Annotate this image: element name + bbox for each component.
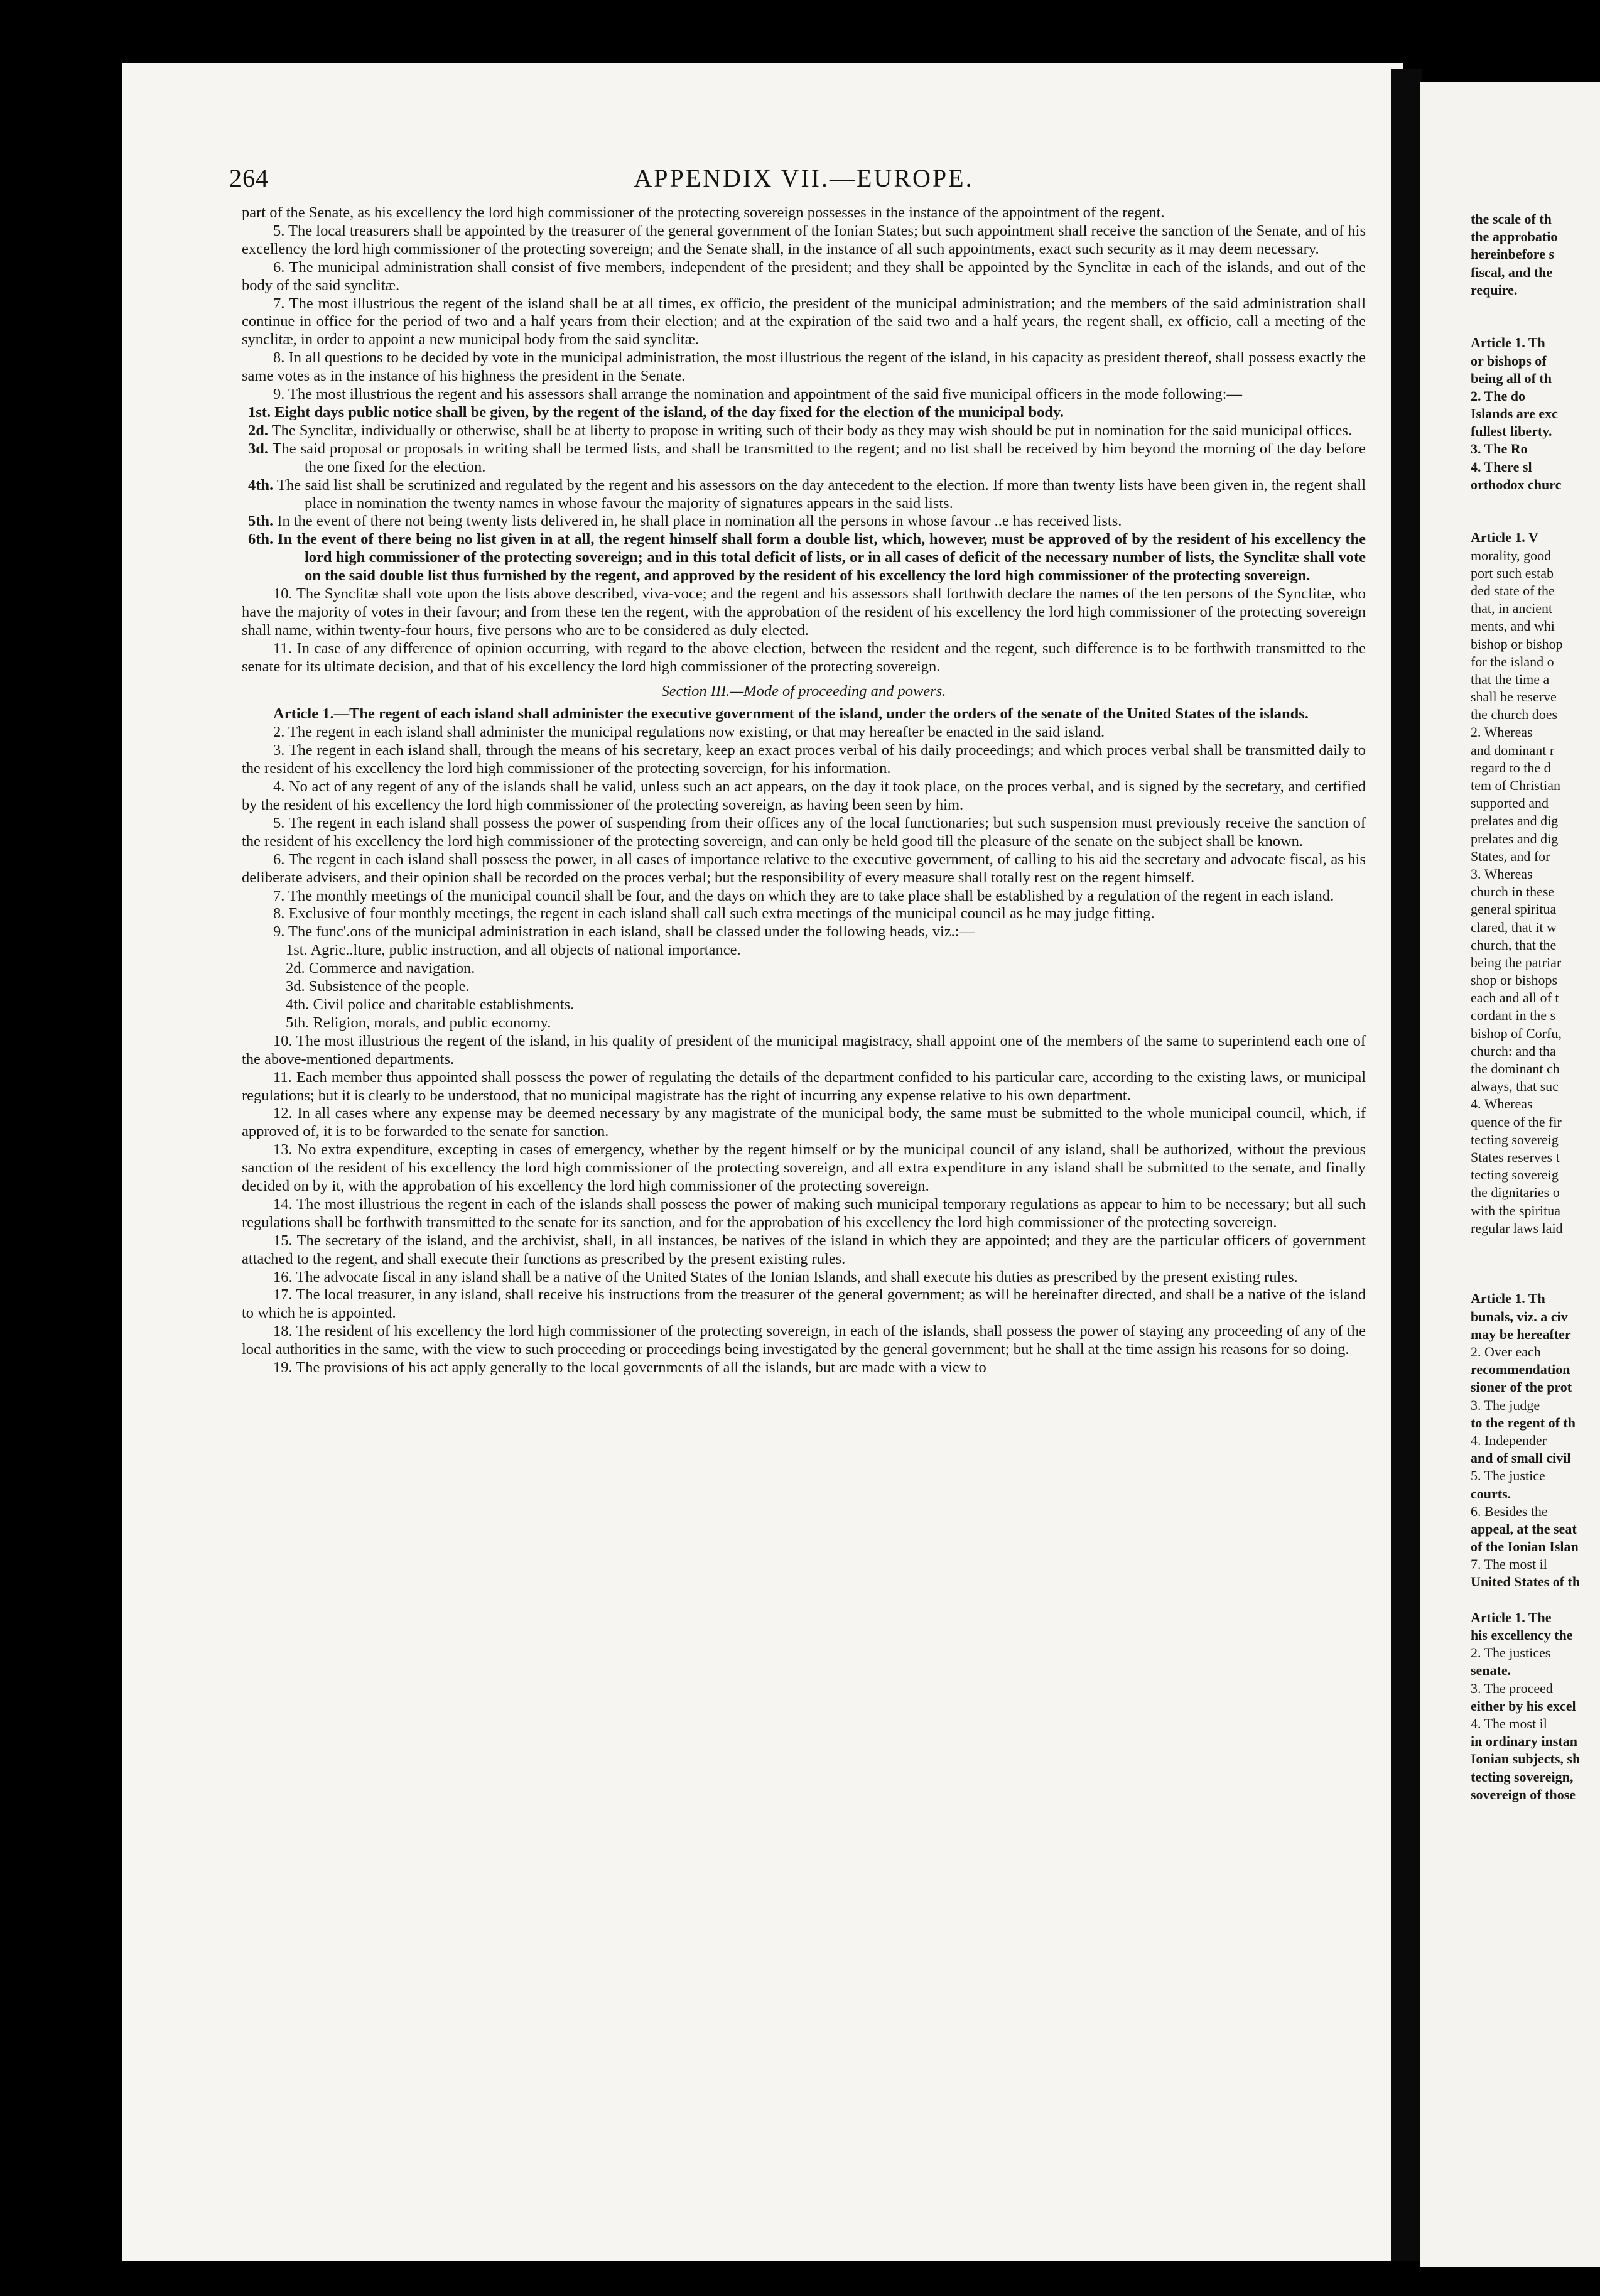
right-page-line: that the time a [1471, 671, 1550, 687]
right-page-line [1471, 299, 1600, 317]
right-page-line [1471, 1255, 1600, 1272]
right-page-line: tecting sovereign, [1471, 1768, 1574, 1785]
list-item [242, 477, 1366, 513]
right-page-line: recommendation [1471, 1362, 1570, 1378]
item-text: The said proposal or proposals in writing shall be termed lists, and shall be transmitted to the regent; and no list shall be received by him beyond the morning of the day before the one fixed for the election. [272, 440, 1366, 475]
item-text: The Synclitæ, individually or otherwise, shall be at liberty to propose in writing such of their body as they may wish should be put in nomination for the said municipal offices. [271, 421, 1353, 439]
right-page-line: Ionian subjects, sh [1471, 1751, 1581, 1767]
right-page-line: Article 1. V [1471, 529, 1538, 546]
item-text: In the event of there being no list given in at all, the regent himself shall form a double list, which, however, must be approved of by the resident of his excellency the lord high commissioner of the protecting sovereign; and in this total deficit of lists, or in all cases of deficit of the necessary number of lists, the Synclitæ shall vote on the said double list thus furnished by the regent, and approved by the resident of his excellency the lord high commissioner of the protecting sovereign. [278, 531, 1366, 585]
list-item [242, 512, 1366, 531]
head-item: 5th. Religion, morals, and public economy. [286, 1014, 551, 1031]
right-page-line: 3. The Ro [1471, 441, 1528, 457]
right-page-line: either by his excel [1471, 1698, 1576, 1714]
right-page-line: 3. The judge [1471, 1397, 1540, 1413]
right-page-line: 3. The proceed [1471, 1680, 1553, 1696]
right-page-line: 4. There sl [1471, 458, 1532, 475]
item-text: In the event of there not being twenty lists delivered in, he shall place in nomination all the persons in whose favour ..e has received lists. [277, 512, 1122, 530]
page-number: 264 [229, 164, 269, 192]
paragraph: 7. The monthly meetings of the municipal council shall be four, and the days on which they are to take place shall be established by a regulation of the regent in each island. [273, 887, 1334, 904]
right-page-line: tecting sovereig [1471, 1167, 1559, 1183]
right-page-line: regard to the d [1471, 759, 1551, 776]
head-item: 4th. Civil police and charitable establishments. [286, 995, 575, 1013]
paragraph: 19. The provisions of his act apply generally to the local governments of all the islands, but are made with a view to [273, 1359, 986, 1377]
page-gutter [1391, 69, 1422, 2261]
paragraph: 15. The secretary of the island, and the archivist, shall, in all instances, be natives of the island in which they are appointed; and they are the particular officers of government attached to the regent, and shall execute their functions as prescribed by the present existing rules. [242, 1232, 1366, 1267]
paragraph: 13. No extra expenditure, excepting in cases of emergency, whether by the regent himself or by the municipal council of any island, shall be authorized, without the previous sanction of the resident of his excellency the lord high commissioner of the protecting sovereign, and all extra expenditure in any island shall be submitted to the senate, and finally decided on by it, with the approbation of his excellency the lord high commissioner of the protecting sovereign. [242, 1141, 1366, 1195]
right-page-line: the dignitaries o [1471, 1184, 1560, 1201]
paragraph: 12. In all cases where any expense may be deemed necessary by any magistrate of the municipal body, the same must be submitted to the whole municipal council, which, if approved of, it is to be forwarded to the senate for sanction. [242, 1105, 1366, 1140]
paragraph: 17. The local treasurer, in any island, shall receive his instructions from the treasurer of the general government; as will be hereinafter directed, and shall be a native of the island to which he is appointed. [242, 1286, 1366, 1322]
right-page-line [1471, 494, 1600, 511]
running-head: APPENDIX VII.—EUROPE. [634, 164, 974, 192]
right-page-line: in ordinary instan [1471, 1733, 1577, 1750]
right-page-line: church: and tha [1471, 1042, 1556, 1059]
right-page-line: 2. Over each [1471, 1344, 1541, 1360]
right-page-line: church in these [1471, 884, 1555, 900]
paragraph: 8. Exclusive of four monthly meetings, the regent in each island shall call such extra meetings of the municipal council as he may judge fitting. [273, 905, 1155, 923]
right-page-line [1471, 1591, 1600, 1609]
right-page-line: cordant in the s [1471, 1007, 1556, 1024]
right-page-line: the scale of th [1471, 211, 1552, 227]
paragraph: 10. The Synclitæ shall vote upon the lists above described, viva-voce; and the regent and his assessors shall forthwith declare the names of the ten persons of the Synclitæ, who have the majority of votes in their favour; and from these ten the regent, with the approbation of the resident of his excellency the lord high commissioner of the protecting sovereign shall name, within twenty-four hours, five persons who are to be considered as duly elected. [242, 585, 1366, 639]
paragraph: 5. The local treasurers shall be appointed by the treasurer of the general government of the Ionian States; but such appointment shall receive the sanction of the Senate, and of his excellency the lord high commissioner of the protecting sovereign; and the Senate shall, in the instance of all such appointments, exact such security as it may deem necessary. [242, 222, 1366, 257]
right-page-line: 3. Whereas [1471, 865, 1533, 882]
right-page-line: regular laws laid [1471, 1220, 1563, 1236]
right-page-line: Islands are exc [1471, 406, 1558, 422]
item-number: 4th. [248, 476, 274, 494]
right-page-line: church, that the [1471, 936, 1557, 953]
right-page-line: 4. Independer [1471, 1432, 1547, 1448]
paragraph: 8. In all questions to be decided by vote in the municipal administration, the most illustrious the regent of the island, in his capacity as president thereof, shall possess exactly the same votes as in the instance of his highness the president in the Senate. [242, 349, 1366, 385]
right-page-line: senate. [1471, 1662, 1511, 1679]
right-page-line: United States of th [1471, 1574, 1581, 1590]
head-item: 1st. Agric..lture, public instruction, and all objects of national importance. [286, 941, 741, 959]
right-page-line: 4. Whereas [1471, 1096, 1533, 1112]
right-page-line: ded state of the [1471, 582, 1555, 598]
right-page-line: port such estab [1471, 565, 1554, 581]
right-page-line: shall be reserve [1471, 689, 1557, 705]
head-item: 2d. Commerce and navigation. [286, 960, 475, 977]
right-page-line: States reserves t [1471, 1149, 1560, 1165]
right-page-line: courts. [1471, 1485, 1511, 1502]
right-page-line: sioner of the prot [1471, 1379, 1572, 1395]
right-page-line: tecting sovereig [1471, 1131, 1559, 1147]
paragraph: 11. In case of any difference of opinion occurring, with regard to the above election, between the resident and the regent, such difference is to be forthwith transmitted to the senate for its ultimate decision, and that of his excellency the lord high commissioner of the protecting sovereign. [242, 639, 1366, 675]
paragraph: 6. The regent in each island shall possess the power, in all cases of importance relative to the executive government, of calling to his aid the secretary and advocate fiscal, as his deliberate advisers, and their opinion shall be recorded on the proces verbal; but the responsibility of every measure shall totally rest on the regent himself. [242, 850, 1366, 886]
paragraph: 9. The func'.ons of the municipal administration in each island, shall be classed under the following heads, viz.:— [273, 923, 975, 941]
list-item [242, 440, 1366, 477]
left-page [122, 63, 1403, 2261]
paragraph: 4. No act of any regent of any of the islands shall be valid, unless such an act appears, on the day it took place, on the proces verbal, and is signed by the secretary, and certified by the resident of his excellency the lord high commissioner of the protecting sovereign, as having been seen by him. [242, 778, 1366, 813]
right-page-line: general spiritua [1471, 901, 1557, 918]
paragraph: 18. The resident of his excellency the lord high commissioner of the protecting sovereign, in each of the islands, shall possess the power of staying any proceeding of any of the local authorities in the same, with the view to such proceeding or proceedings being investigated by the general government; but he shall at the time assign his reasons for so doing. [242, 1323, 1366, 1358]
right-page-line: prelates and dig [1471, 813, 1559, 829]
right-page-line: bishop of Corfu, [1471, 1025, 1562, 1041]
right-page-line: 7. The most il [1471, 1556, 1547, 1573]
right-page-line: his excellency the [1471, 1627, 1573, 1643]
right-page-line: always, that suc [1471, 1078, 1559, 1095]
paragraph: 11. Each member thus appointed shall possess the power of regulating the details of the department confided to his particular care, according to the existing laws, or municipal regulations; but it is clearly to be understood, that no municipal magistrate has the right of incurring any expense relative to his own department. [242, 1068, 1366, 1104]
page-header [229, 163, 1378, 201]
paragraph: 10. The most illustrious the regent of the island, in his quality of president of the municipal magistracy, shall appoint one of the members of the same to superintend each one of the above-mentioned departments. [242, 1032, 1366, 1068]
right-page-line: the church does [1471, 707, 1558, 723]
right-page-line: States, and for [1471, 848, 1550, 864]
list-item [242, 422, 1366, 440]
paragraph: 7. The most illustrious the regent of the island shall be at all times, ex officio, the president of the municipal administration; and the members of the said administration shall continue in office for the period of two and a half years from their election; and at the expiration of the said two and a half years, the regent shall, ex officio, call a meeting of the synclitæ, in order to appoint a new municipal body from the said synclitæ. [242, 295, 1366, 349]
right-page-line: each and all of t [1471, 990, 1559, 1006]
list-item [242, 531, 1366, 585]
right-page-line: that, in ancient [1471, 600, 1553, 617]
item-number: 5th. [248, 512, 274, 530]
item-number: 1st. [248, 403, 271, 421]
paragraph: part of the Senate, as his excellency the lord high commissioner of the protecting sovereign possesses in the instance of the appointment of the regent. [242, 204, 1165, 221]
item-text: Eight days public notice shall be given, by the regent of the island, of the day fixed for the election of the municipal body. [274, 403, 1064, 421]
right-page-line: 2. The do [1471, 387, 1526, 404]
right-page-line: 4. The most il [1471, 1715, 1547, 1731]
right-page-line: bunals, viz. a civ [1471, 1308, 1568, 1324]
item-number: 6th. [248, 531, 274, 548]
right-page-line: fiscal, and the [1471, 264, 1553, 280]
right-page-line: appeal, at the seat [1471, 1520, 1577, 1537]
right-page-line: to the regent of th [1471, 1414, 1576, 1431]
right-page-line: 6. Besides the [1471, 1503, 1548, 1519]
right-page-line: orthodox churc [1471, 476, 1562, 492]
item-text: The said list shall be scrutinized and regulated by the regent and his assessors on the day antecedent to the election. If more than twenty lists have been given in, the regent shall place in nomination the twenty names in whose favour the majority of signatures appears in the said lists. [277, 476, 1366, 512]
head-item: 3d. Subsistence of the people. [286, 978, 470, 995]
right-page-line: and of small civil [1471, 1450, 1571, 1466]
right-page-line: may be hereafter [1471, 1326, 1571, 1342]
right-page-line: 2. Whereas [1471, 724, 1533, 740]
right-page-line: the dominant ch [1471, 1061, 1560, 1076]
right-page-line: fullest liberty. [1471, 423, 1552, 440]
list-item [242, 404, 1366, 422]
item-number: 3d. [248, 440, 269, 457]
right-page-line: clared, that it w [1471, 919, 1557, 935]
right-page-line: quence of the fir [1471, 1113, 1562, 1130]
paragraph: 16. The advocate fiscal in any island shall be a native of the United States of the Ionian Islands, and shall execute his duties as prescribed by the present existing rules. [273, 1268, 1298, 1286]
right-page-line: with the spiritua [1471, 1202, 1560, 1218]
right-page-line: 2. The justices [1471, 1645, 1551, 1661]
right-page-line: Article 1. Th [1471, 1291, 1545, 1307]
right-page-line: prelates and dig [1471, 830, 1559, 847]
paragraph: 9. The most illustrious the regent and his assessors shall arrange the nomination and appointment of the said five municipal officers in the mode following:— [273, 386, 1242, 403]
right-page-line [1471, 1237, 1600, 1255]
right-page-line: require. [1471, 281, 1518, 298]
right-page-line: morality, good [1471, 547, 1552, 563]
right-page-line: tem of Christian [1471, 777, 1560, 793]
right-page-line [1471, 317, 1600, 334]
right-page-line: of the Ionian Islan [1471, 1539, 1579, 1555]
item-number: 2d. [248, 421, 269, 439]
right-page-line: bishop or bishop [1471, 636, 1563, 652]
right-page-line: sovereign of those [1471, 1786, 1576, 1802]
right-page-line: or bishops of [1471, 352, 1547, 369]
paragraph: 6. The municipal administration shall consist of five members, independent of the president; and they shall be appointed by the Synclitæ in each of the islands, and out of the body of the said synclitæ. [242, 258, 1366, 294]
right-page-line: Article 1. The [1471, 1609, 1552, 1625]
right-page-line: supported and [1471, 795, 1549, 811]
right-page-line: hereinbefore s [1471, 246, 1554, 263]
right-page [1420, 82, 1600, 2267]
paragraph: 3. The regent in each island shall, through the means of his secretary, keep an exact proces verbal of his daily proceedings; and which proces verbal shall be transmitted daily to the resident of his excellency the lord high commissioner of the protecting sovereign, for his information. [242, 742, 1366, 777]
right-page-text [1471, 210, 1600, 1804]
right-page-line: Article 1. Th [1471, 335, 1545, 351]
right-page-line: and dominant r [1471, 742, 1555, 758]
section-heading: Section III.—Mode of proceeding and powers. [661, 682, 946, 700]
right-page-line: ments, and whi [1471, 618, 1555, 634]
right-page-line: being the patriar [1471, 954, 1562, 970]
paragraph: 14. The most illustrious the regent in each of the islands shall possess the power of making such municipal temporary regulations as appear to him to be necessary; but all such regulations shall be forthwith transmitted to the senate for its sanction, and for the approbation of his excellency the lord high commissioner of the protecting sovereign. [242, 1195, 1366, 1231]
right-page-line: 5. The justice [1471, 1468, 1545, 1484]
right-page-line: the approbatio [1471, 229, 1558, 245]
right-page-line: shop or bishops [1471, 972, 1558, 988]
right-page-line [1471, 511, 1600, 529]
right-page-line: being all of th [1471, 370, 1552, 386]
paragraph: 2. The regent in each island shall administer the municipal regulations now existing, or that may hereafter be enacted in the said island. [273, 723, 1105, 741]
body-text [242, 204, 1366, 1377]
right-page-line [1471, 1272, 1600, 1290]
right-page-line: for the island o [1471, 653, 1554, 669]
paragraph: 5. The regent in each island shall possess the power of suspending from their offices any of the local functionaries; but such suspension must previously receive the sanction of the resident of his excellency the lord high commissioner of the protecting sovereign, and can only be held good till the pleasure of the senate on the subject shall be known. [242, 814, 1366, 850]
article-lead: Article 1.—The regent of each island shall administer the executive government of the island, under the orders of the senate of the United States of the islands. [273, 705, 1309, 723]
